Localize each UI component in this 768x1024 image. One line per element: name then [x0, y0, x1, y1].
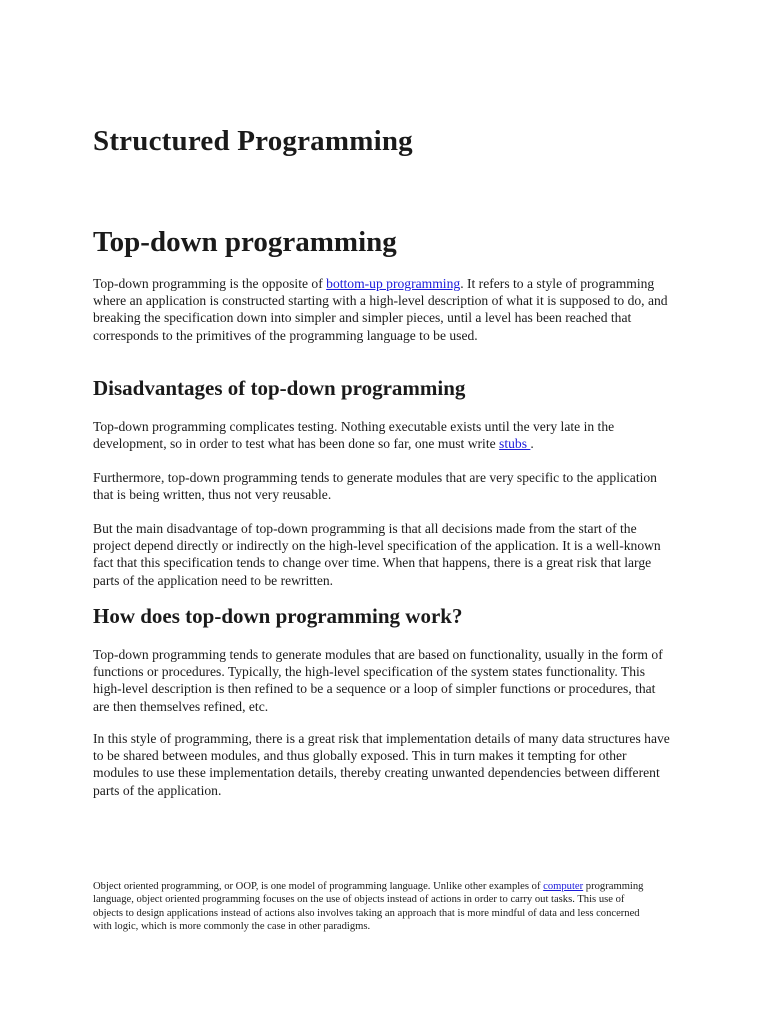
intro-paragraph	[93, 275, 675, 344]
disadvantages-heading: Disadvantages of top-down programming	[93, 376, 466, 400]
oop-text-before: Object oriented programming, or OOP, is one model of programming language. Unlike other examples of	[93, 881, 544, 892]
how-heading: How does top-down programming work?	[93, 604, 463, 628]
disadvantages-p1-before: Top-down programming complicates testing. Nothing executable exists until the very late in the development, so in order to test what has been done so far, one must write	[93, 419, 615, 452]
disadvantages-p1-after: .	[530, 436, 534, 452]
oop-paragraph	[93, 880, 653, 934]
section-title: Top-down programming	[93, 226, 397, 258]
oop-text-after: programming language, object oriented programming focuses on the use of objects instead of actions in order to carry out tasks. This use of objects to design applications instead of actions also involves taking an approach that is more mindful of data and less concerned with logic, which is more commonly the case in other paradigms.	[93, 881, 644, 933]
disadvantages-paragraph-3: But the main disadvantage of top-down programming is that all decisions made from the start of the project depend directly or indirectly on the high-level specification of the application. It is a well-known fact that this specification tends to change over time. When that happens, there is a great risk that large parts of the application need to be rewritten.	[93, 521, 661, 588]
bottom-up-programming-link[interactable]: bottom-up programming	[326, 276, 461, 291]
intro-text-before: Top-down programming is the opposite of	[93, 276, 327, 291]
intro-text-after: . It refers to a style of programming where an application is constructed starting with a high-level description of what it is supposed to do, and breaking the specification down into simpler and simpler pieces, until a level has been reached that corresponds to the primitives of the programming language to be used.	[93, 276, 668, 343]
disadvantages-paragraph-1	[93, 418, 675, 452]
computer-link[interactable]: computer	[543, 881, 584, 892]
stubs-link[interactable]: stubs	[499, 436, 531, 452]
disadvantages-paragraph-2: Furthermore, top-down programming tends to generate modules that are very specific to the application that is being written, thus not very reusable.	[93, 470, 657, 503]
how-paragraph-2: In this style of programming, there is a great risk that implementation details of many data structures have to be shared between modules, and thus globally exposed. This in turn makes it tempting for other modules to use these implementation details, thereby creating unwanted dependencies between different parts of the application.	[93, 731, 670, 798]
document-title: Structured Programming	[93, 125, 413, 157]
how-paragraph-1: Top-down programming tends to generate modules that are based on functionality, usually in the form of functions or procedures. Typically, the high-level specification of the system states functionality. This high-level description is then refined to be a sequence or a loop of simpler functions or procedures, that are then themselves refined, etc.	[93, 647, 663, 714]
